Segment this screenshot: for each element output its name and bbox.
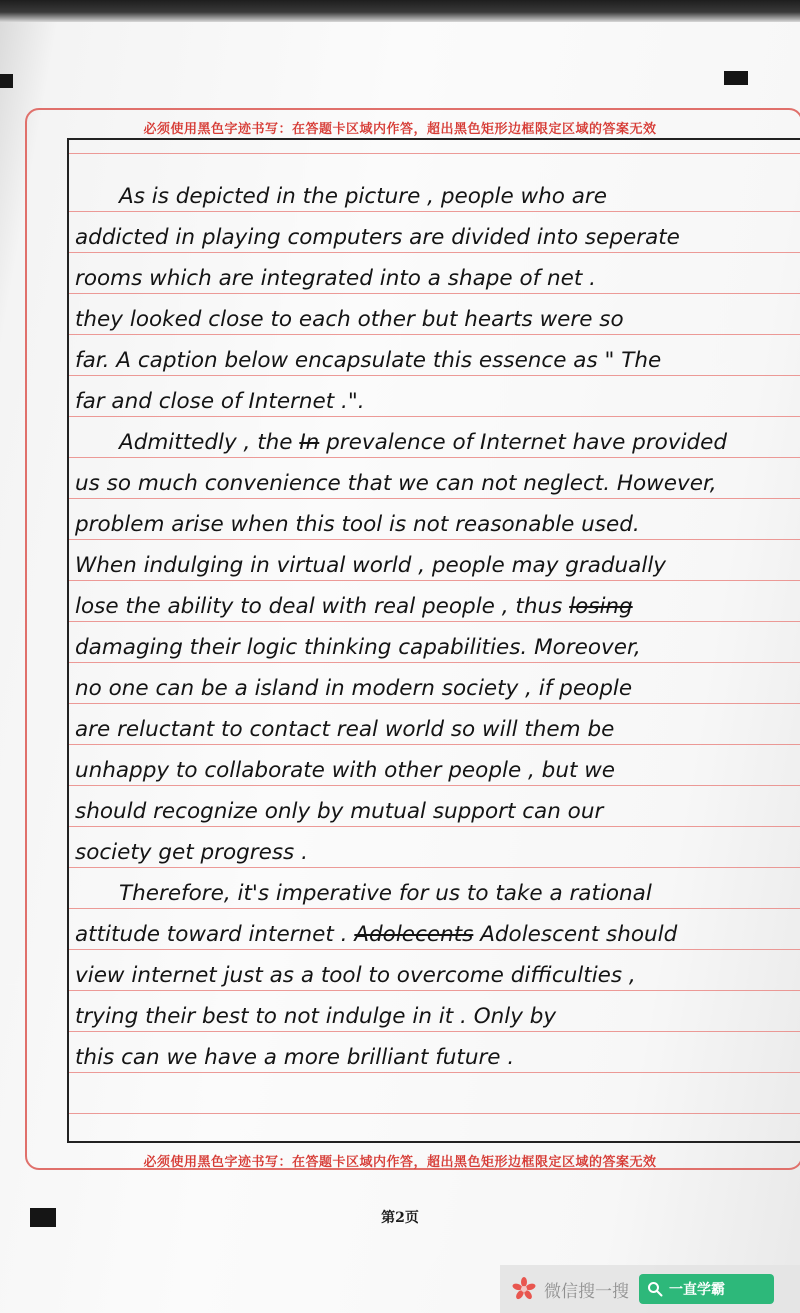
essay-line-text: far and close of Internet .". (75, 389, 365, 414)
essay-line (69, 916, 800, 957)
essay-line (69, 465, 800, 506)
essay-line (69, 219, 800, 260)
essay-line (69, 1039, 800, 1080)
essay-line (69, 629, 800, 670)
answer-box (67, 138, 800, 1143)
watermark-app-text: 微信搜一搜 (544, 1281, 629, 1302)
essay-line-text: no one can be a island in modern society , if people (75, 676, 633, 701)
alignment-mark-top-right (724, 71, 748, 85)
essay-line (69, 588, 800, 629)
wechat-search-watermark[interactable] (500, 1265, 800, 1313)
essay-line-text: damaging their logic thinking capabilities. Moreover, (75, 635, 641, 660)
search-label: 一直学霸 (669, 1282, 725, 1298)
essay-line (69, 383, 800, 424)
top-instruction: 必须使用黑色字迹书写：在答题卡区域内作答，超出黑色矩形边框限定区域的答案无效 (143, 122, 657, 137)
essay-line-text: When indulging in virtual world , people may gradually (75, 553, 667, 578)
essay-line-text: they looked close to each other but hearts were so (75, 307, 624, 332)
essay-line (69, 834, 800, 875)
essay-line (69, 957, 800, 998)
essay-line-text: addicted in playing computers are divided into seperate (75, 225, 680, 250)
essay-line (69, 301, 800, 342)
essay-line-text: rooms which are integrated into a shape of net . (75, 266, 596, 291)
essay-line (69, 260, 800, 301)
search-button[interactable] (639, 1274, 774, 1304)
essay-line (69, 793, 800, 834)
essay-line (69, 424, 800, 465)
essay-line-text: society get progress . (75, 840, 308, 865)
essay-line-text-continued: Adolescent should (473, 922, 678, 947)
essay-line-text: are reluctant to contact real world so will them be (75, 717, 615, 742)
crossed-out-word: losing (569, 594, 633, 619)
essay-line (69, 342, 800, 383)
essay-line-text-continued: prevalence of Internet have provided (319, 430, 728, 455)
flower-logo-icon (510, 1275, 538, 1303)
essay-line (69, 752, 800, 793)
crossed-out-word: In (299, 430, 320, 455)
crossed-out-word: Adolecents (354, 922, 474, 947)
essay-line-text: view internet just as a tool to overcome difficulties , (75, 963, 636, 988)
essay-line (69, 998, 800, 1039)
essay-line-text: lose the ability to deal with real people , thus (75, 594, 570, 619)
essay-line-text: Therefore, it's imperative for us to take a rational (119, 881, 652, 906)
essay-line (69, 506, 800, 547)
essay-line-text: As is depicted in the picture , people who are (119, 184, 607, 209)
essay-line-text: this can we have a more brilliant future . (75, 1045, 515, 1070)
essay-line-text: far. A caption below encapsulate this essence as " The (75, 348, 662, 373)
essay-line-text: us so much convenience that we can not neglect. However, (75, 471, 717, 496)
essay-line-text: should recognize only by mutual support can our (75, 799, 604, 824)
bottom-instruction: 必须使用黑色字迹书写：在答题卡区域内作答，超出黑色矩形边框限定区域的答案无效 (143, 1155, 657, 1170)
essay-line (69, 711, 800, 752)
essay-text (69, 178, 800, 1080)
page-number: 第2页 (381, 1210, 419, 1226)
alignment-mark-top-left (0, 74, 13, 88)
essay-line-text: Admittedly , the (119, 430, 300, 455)
essay-line-text: problem arise when this tool is not reasonable used. (75, 512, 640, 537)
essay-line (69, 178, 800, 219)
essay-line (69, 875, 800, 916)
essay-line (69, 547, 800, 588)
search-icon (647, 1281, 663, 1297)
essay-line-text: trying their best to not indulge in it . Only by (75, 1004, 557, 1029)
essay-line (69, 670, 800, 711)
essay-line-text: attitude toward internet . (75, 922, 355, 947)
essay-line-text: unhappy to collaborate with other people , but we (75, 758, 616, 783)
sheet-top-edge (0, 0, 800, 22)
